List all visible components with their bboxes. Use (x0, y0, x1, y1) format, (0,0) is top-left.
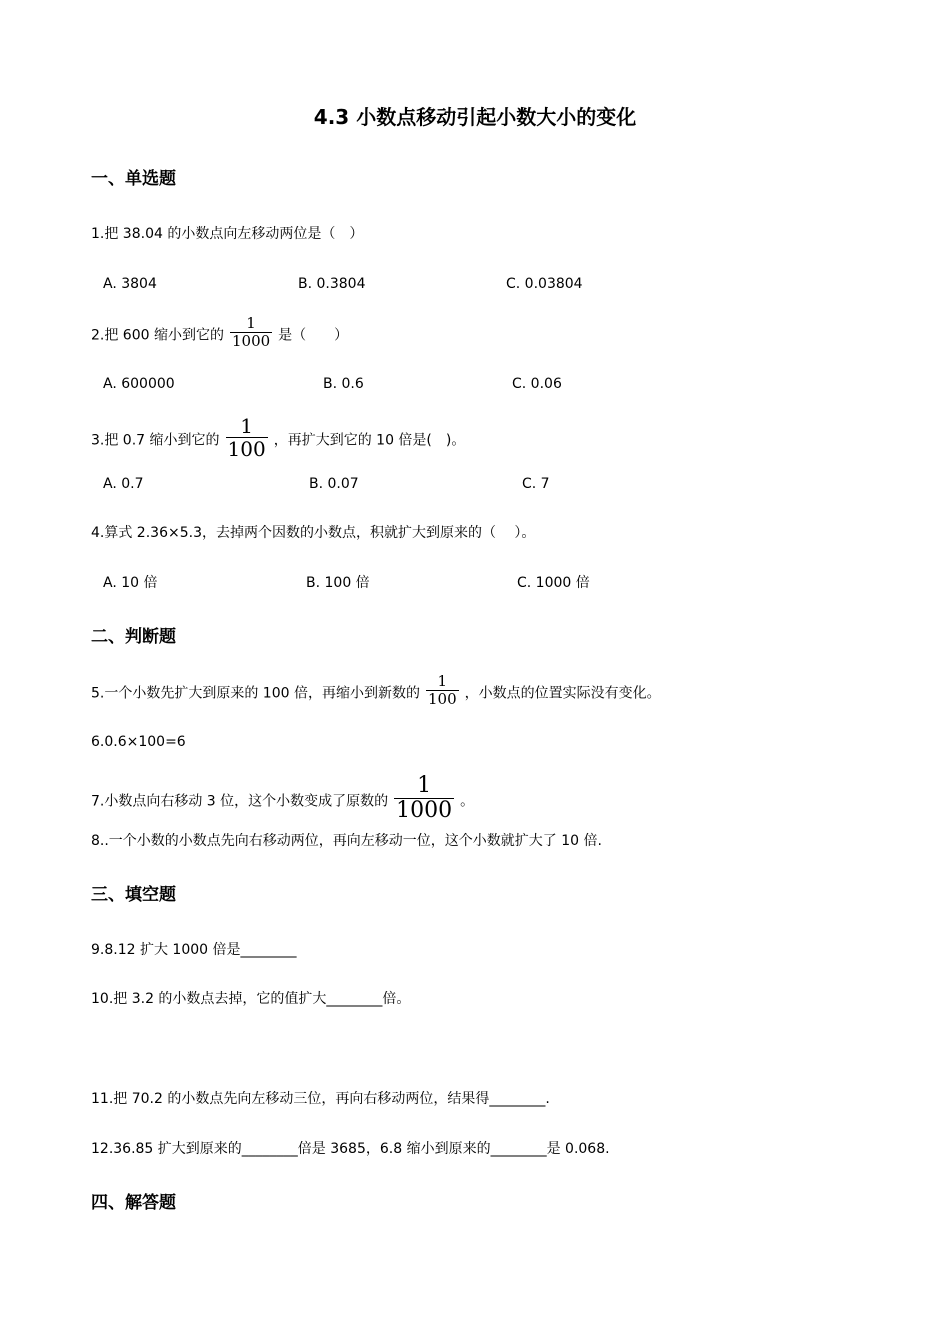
q5-fraction (426, 674, 459, 707)
q2-text-post: 是（ ） (278, 327, 349, 344)
question-2 (91, 314, 349, 350)
section-heading-single-choice: 一、单选题 (91, 169, 176, 189)
question-4: 4.算式 2.36×5.3，去掉两个因数的小数点，积就扩大到原来的（ ）。 (91, 525, 536, 541)
q4-option-a: A. 10 倍 (103, 575, 158, 591)
q3-option-b: B. 0.07 (309, 476, 359, 492)
q7-text-pre: 7.小数点向右移动 3 位，这个小数变成了原数的 (91, 793, 389, 810)
q2-fraction (230, 316, 272, 349)
fraction-numerator: 1 (417, 773, 432, 798)
q3-option-c: C. 7 (522, 476, 550, 492)
question-5 (91, 672, 661, 708)
fraction-numerator: 1 (246, 314, 256, 332)
q4-option-b: B. 100 倍 (306, 575, 370, 591)
fraction-denominator: 1000 (396, 798, 453, 823)
question-11: 11.把 70.2 的小数点先向左移动三位，再向右移动两位，结果得________. (91, 1091, 550, 1107)
question-6: 6.0.6×100=6 (91, 734, 186, 750)
fraction-denominator: 100 (227, 437, 266, 461)
question-10: 10.把 3.2 的小数点去掉，它的值扩大________倍。 (91, 991, 411, 1007)
q3-text-pre: 3.把 0.7 缩小到它的 (91, 432, 220, 449)
q4-option-c: C. 1000 倍 (517, 575, 590, 591)
section-heading-fill-in: 三、填空题 (91, 885, 176, 905)
q2-option-a: A. 600000 (103, 376, 175, 392)
question-7 (91, 773, 475, 823)
q3-text-post: ，再扩大到它的 10 倍是( )。 (273, 432, 466, 449)
fraction-numerator: 1 (240, 414, 253, 438)
q1-option-a: A. 3804 (103, 276, 157, 292)
q1-option-b: B. 0.3804 (298, 276, 366, 292)
question-12: 12.36.85 扩大到原来的________倍是 3685，6.8 缩小到原来的________是 0.068. (91, 1141, 610, 1157)
section-heading-answer: 四、解答题 (91, 1193, 176, 1213)
q3-fraction (226, 416, 268, 459)
q2-text-pre: 2.把 600 缩小到它的 (91, 327, 224, 344)
page-title: 4.3 小数点移动引起小数大小的变化 (313, 105, 637, 129)
q7-fraction (394, 775, 454, 822)
q5-text-post: ，小数点的位置实际没有变化。 (464, 685, 661, 702)
q1-option-c: C. 0.03804 (506, 276, 583, 292)
q2-option-b: B. 0.6 (323, 376, 364, 392)
fraction-denominator: 100 (427, 690, 457, 708)
question-8: 8..一个小数的小数点先向右移动两位，再向左移动一位，这个小数就扩大了 10 倍. (91, 833, 602, 849)
q7-text-post: 。 (460, 793, 475, 810)
section-heading-true-false: 二、判断题 (91, 627, 176, 647)
q3-option-a: A. 0.7 (103, 476, 144, 492)
question-3 (91, 414, 466, 461)
question-1: 1.把 38.04 的小数点向左移动两位是（ ） (91, 226, 364, 242)
q5-text-pre: 5.一个小数先扩大到原来的 100 倍，再缩小到新数的 (91, 685, 420, 702)
q2-option-c: C. 0.06 (512, 376, 562, 392)
fraction-numerator: 1 (437, 672, 448, 690)
fraction-denominator: 1000 (231, 332, 271, 350)
question-9: 9.8.12 扩大 1000 倍是________ (91, 942, 297, 958)
